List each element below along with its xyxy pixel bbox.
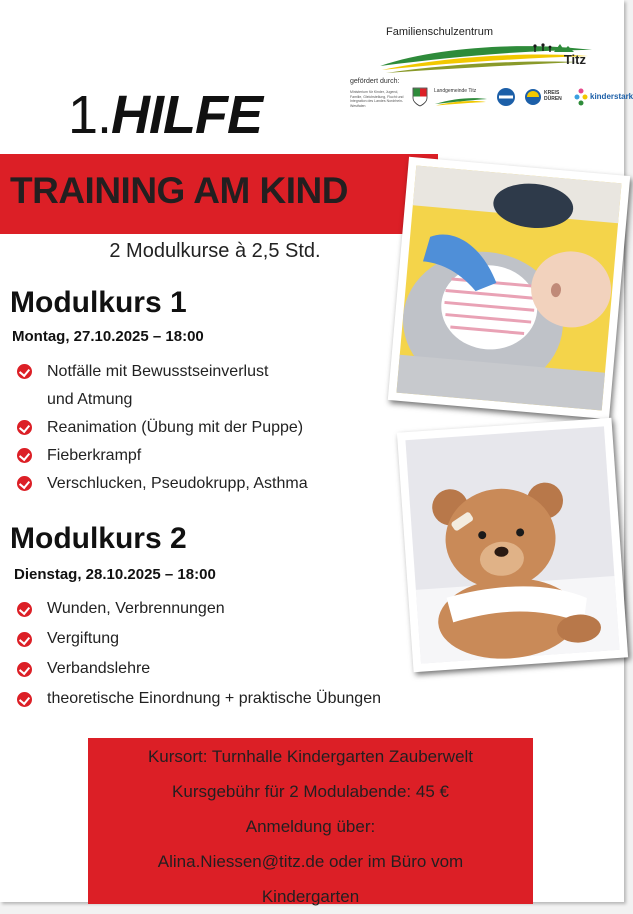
- funded-label: gefördert durch:: [350, 78, 400, 85]
- registration-label: Anmeldung über:: [245, 817, 376, 836]
- check-icon: [17, 420, 32, 435]
- module-1-list: [14, 358, 414, 498]
- list-item: [14, 684, 414, 714]
- course-location: Kursort: Turnhalle Kindergarten Zauberwelt: [147, 747, 474, 766]
- check-icon: [17, 692, 32, 707]
- titz-sponsor-label: Landgemeinde Titz: [434, 88, 477, 94]
- check-icon: [17, 662, 32, 677]
- module-1-title: Modulkurs 1: [10, 286, 187, 319]
- familienschulzentrum-logo: [378, 22, 600, 74]
- title-banner: [0, 154, 438, 234]
- round-sponsor-icon: [496, 86, 516, 108]
- subtitle: 2 Modulkurse à 2,5 Std.: [109, 240, 321, 262]
- list-item-text: Vergiftung: [47, 630, 120, 647]
- module-2-date: Dienstag, 28.10.2025 – 18:00: [14, 566, 216, 583]
- list-item-text: Wunden, Verbrennungen: [47, 600, 225, 617]
- module-1-date: Montag, 27.10.2025 – 18:00: [12, 328, 204, 345]
- list-item: [14, 624, 414, 654]
- kreis-dueren-label: KREIS DÜREN: [544, 90, 562, 102]
- list-item: [14, 358, 414, 386]
- kinderstark-label: kinderstark: [590, 92, 633, 101]
- check-icon: [17, 448, 32, 463]
- registration-contact-2: Kindergarten: [261, 887, 360, 906]
- list-item-text: Notfälle mit Bewusstseinverlust: [47, 363, 269, 380]
- module-2-title: Modulkurs 2: [10, 522, 187, 555]
- logo-place: Titz: [563, 52, 586, 67]
- registration-contact: Alina.Niessen@titz.de oder im Büro vom: [157, 852, 464, 871]
- cpr-doll-image: [396, 165, 621, 410]
- list-item: [14, 594, 414, 624]
- sponsor-logos: [410, 86, 633, 110]
- list-item-text: Verbandslehre: [47, 660, 151, 677]
- heading-number: 1.: [68, 85, 112, 145]
- teddy-bear-photo: [397, 418, 628, 672]
- list-item-text: Fieberkrampf: [47, 447, 142, 464]
- logo-name: Familienschulzentrum: [386, 26, 493, 38]
- check-icon: [17, 476, 32, 491]
- list-item-text: Verschlucken, Pseudokrupp, Asthma: [47, 475, 308, 492]
- banner-title: TRAINING AM KIND: [10, 170, 348, 211]
- main-heading: [68, 82, 262, 148]
- ministry-text: Ministerium für Kinder, Jugend, Familie, Gleichstellung, Flucht und Integration des Landes Nordrhein-Westfalen: [350, 90, 404, 108]
- heading-word: HILFE: [111, 85, 263, 145]
- list-item: [14, 654, 414, 684]
- check-icon: [17, 632, 32, 647]
- module-2-list: [14, 594, 414, 714]
- titz-sponsor-logo: [434, 86, 488, 108]
- list-item: [14, 442, 414, 470]
- list-item: [14, 414, 414, 442]
- kreis-dueren-icon: [524, 86, 542, 108]
- check-icon: [17, 364, 32, 379]
- check-icon: [17, 602, 32, 617]
- list-item: [14, 470, 414, 498]
- bandaged-teddy-image: [405, 426, 619, 663]
- nrw-coat-of-arms-icon: [412, 86, 428, 108]
- kinderstark-icon: [574, 86, 588, 108]
- list-item-continuation: und Atmung: [47, 391, 133, 408]
- titz-swoosh-icon: [434, 96, 488, 106]
- course-info-box: [88, 738, 533, 904]
- list-item-text: Reanimation (Übung mit der Puppe): [47, 419, 304, 436]
- list-item-text: theoretische Einordnung + praktische Übungen: [47, 690, 381, 707]
- course-fee: Kursgebühr für 2 Modulabende: 45 €: [172, 782, 449, 801]
- cpr-training-photo: [388, 157, 630, 419]
